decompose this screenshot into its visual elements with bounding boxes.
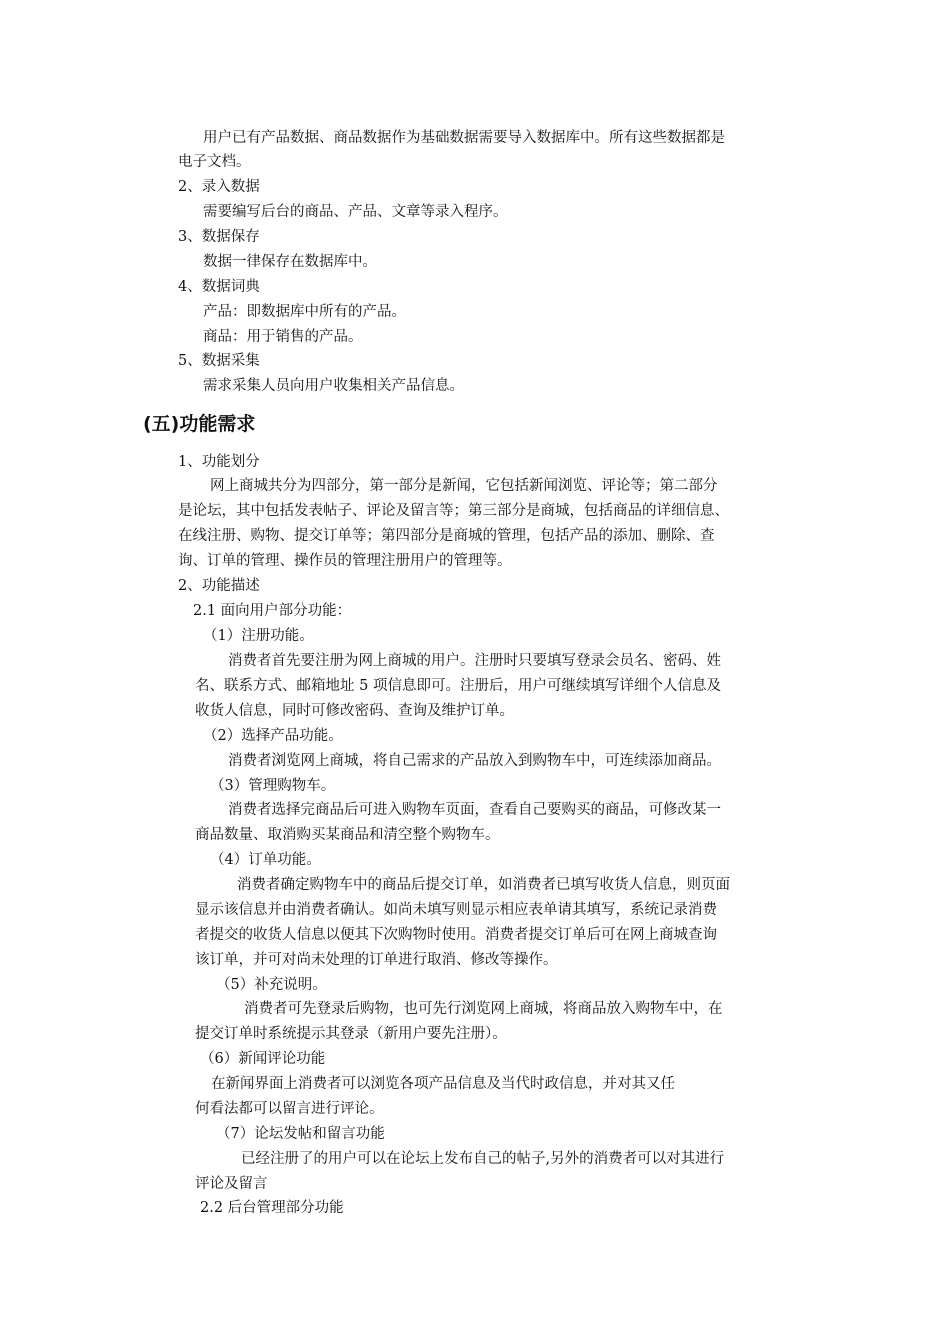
section-heading: 2、录入数据: [178, 179, 260, 195]
chapter-heading: (五)功能需求: [143, 413, 256, 435]
paragraph-line: 需要编写后台的商品、产品、文章等录入程序。: [203, 204, 508, 220]
paragraph-line: 收货人信息，同时可修改密码、查询及维护订单。: [195, 703, 514, 719]
paragraph-line: 是论坛，其中包括发表帖子、评论及留言等；第三部分是商城，包括商品的详细信息、: [178, 503, 729, 519]
paragraph-line: 询、订单的管理、操作员的管理注册用户的管理等。: [178, 553, 512, 569]
subsection-heading: 2.1 面向用户部分功能：: [193, 603, 352, 619]
paragraph-line: 网上商城共分为四部分，第一部分是新闻，它包括新闻浏览、评论等；第二部分: [210, 478, 718, 494]
paragraph-line: 商品数量、取消购买某商品和清空整个购物车。: [195, 827, 500, 843]
paragraph-line: 商品：用于销售的产品。: [203, 329, 363, 345]
paragraph-line: 该订单，并可对尚未处理的订单进行取消、修改等操作。: [195, 952, 558, 968]
paragraph-line: 用户已有产品数据、商品数据作为基础数据需要导入数据库中。所有这些数据都是: [203, 130, 725, 146]
paragraph-line: 消费者首先要注册为网上商城的用户。注册时只要填写登录会员名、密码、姓: [228, 653, 721, 669]
item-heading: （5）补充说明。: [216, 977, 327, 993]
paragraph-line: 何看法都可以留言进行评论。: [195, 1101, 384, 1117]
section-heading: 5、数据采集: [178, 353, 260, 369]
paragraph-line: 显示该信息并由消费者确认。如尚未填写则显示相应表单请其填写，系统记录消费: [195, 902, 717, 918]
item-heading: （2）选择产品功能。: [203, 728, 343, 744]
paragraph-line: 已经注册了的用户可以在论坛上发布自己的帖子,另外的消费者可以对其进行: [241, 1151, 725, 1167]
section-heading: 2、功能描述: [178, 578, 260, 594]
paragraph-line: 需求采集人员向用户收集相关产品信息。: [203, 378, 464, 394]
paragraph-line: 评论及留言: [195, 1176, 268, 1192]
paragraph-line: 在新闻界面上消费者可以浏览各项产品信息及当代时政信息，并对其又任: [211, 1076, 675, 1092]
item-heading: （1）注册功能。: [203, 628, 314, 644]
paragraph-line: 消费者选择完商品后可进入购物车页面，查看自己要购买的商品，可修改某一: [228, 802, 721, 818]
item-heading: （3）管理购物车。: [210, 778, 336, 794]
paragraph-line: 产品：即数据库中所有的产品。: [203, 304, 406, 320]
paragraph-line: 者提交的收货人信息以便其下次购物时使用。消费者提交订单后可在网上商城查询: [195, 927, 717, 943]
item-heading: （7）论坛发帖和留言功能: [216, 1126, 385, 1142]
paragraph-line: 消费者可先登录后购物，也可先行浏览网上商城，将商品放入购物车中，在: [244, 1001, 723, 1017]
paragraph-line: 电子文档。: [178, 154, 251, 170]
paragraph-line: 数据一律保存在数据库中。: [203, 254, 377, 270]
section-heading: 1、功能划分: [178, 454, 260, 470]
item-heading: （4）订单功能。: [210, 852, 321, 868]
paragraph-line: 在线注册、购物、提交订单等；第四部分是商城的管理，包括产品的添加、删除、查: [178, 528, 715, 544]
paragraph-line: 名、联系方式、邮箱地址 5 项信息即可。注册后，用户可继续填写详细个人信息及: [195, 678, 721, 694]
paragraph-line: 消费者浏览网上商城，将自己需求的产品放入到购物车中，可连续添加商品。: [228, 753, 721, 769]
section-heading: 4、数据词典: [178, 279, 260, 295]
subsection-heading: 2.2 后台管理部分功能: [200, 1200, 344, 1216]
section-heading: 3、数据保存: [178, 229, 260, 245]
paragraph-line: 消费者确定购物车中的商品后提交订单，如消费者已填写收货人信息，则页面: [237, 877, 730, 893]
paragraph-line: 提交订单时系统提示其登录（新用户要先注册）。: [195, 1026, 507, 1042]
item-heading: （6）新闻评论功能: [200, 1051, 326, 1067]
